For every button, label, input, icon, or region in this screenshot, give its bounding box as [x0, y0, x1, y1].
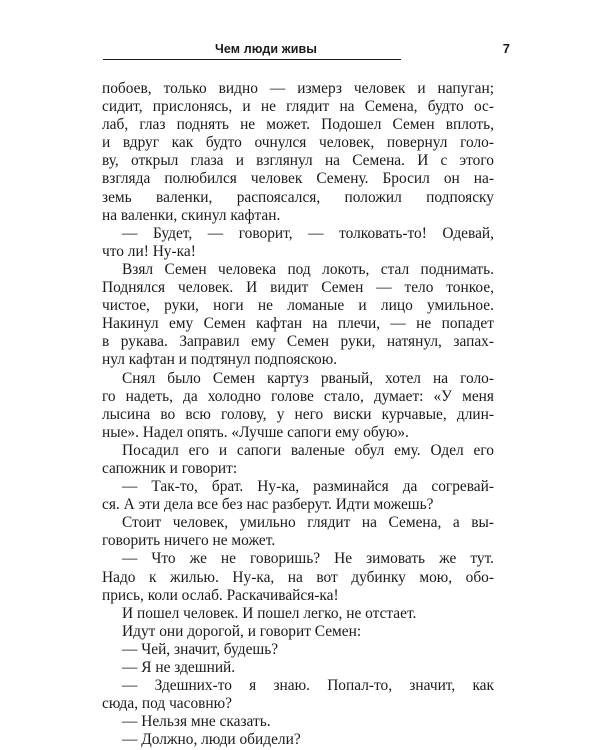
running-head — [103, 38, 510, 60]
text-line: лысина во всю голову, у него виски курчавые, длин- — [102, 405, 494, 423]
text-line: Надо к жилью. Ну-ка, на вот дубинку мою, обо- — [102, 568, 494, 586]
text-line: нул кафтан и подтянул подпояскою. — [102, 351, 338, 369]
text-line: чистое, руки, ноги не ломаные и лицо умильное. — [102, 297, 494, 315]
running-title: Чем люди живы — [215, 42, 318, 56]
text-line: сапожник и говорит: — [102, 459, 238, 477]
text-line: лаб, глаз поднять не может. Подошел Семен вплоть, — [102, 116, 494, 134]
text-line: ся. А эти дела все без нас разберут. Идти можешь? — [102, 496, 434, 514]
text-line: — Будет, — говорит, — толковать-то! Одевай, — [122, 224, 494, 242]
page-number: 7 — [502, 41, 510, 56]
text-line: Стоит человек, умильно глядит на Семена, а вы- — [122, 514, 494, 532]
text-line: — Чей, значит, будешь? — [122, 640, 279, 658]
text-line: прись, коли ослаб. Раскачивайся-ка! — [102, 586, 339, 604]
text-line: — Я не здешний. — [122, 659, 236, 676]
text-line: побоев, только видно — измерз человек и напуган; — [102, 80, 494, 97]
text-line: — Должно, люди обидели? — [122, 731, 301, 749]
header-rule — [103, 59, 401, 60]
text-line: — Нельзя мне сказать. — [122, 713, 271, 731]
text-line: — Здешних-то я знаю. Попал-то, значит, как — [122, 677, 494, 695]
text-line: говорить ничего не может. — [102, 532, 276, 550]
text-line: — Что же не говоришь? Не зимовать же тут. — [122, 550, 494, 568]
text-line: Идут они дорогой, и говорит Семен: — [122, 622, 362, 640]
text-line: ву, открыл глаза и взглянул на Семена. И с этого — [102, 152, 494, 170]
text-line: Посадил его и сапоги валеные обул ему. Одел его — [122, 441, 494, 459]
text-line: ные». Надел опять. «Лучше сапоги ему обую». — [102, 423, 409, 441]
text-line: сюда, под часовню? — [102, 695, 233, 713]
body-text — [102, 80, 494, 749]
text-line: что ли! Ну-ка! — [102, 242, 196, 260]
text-line: и вдруг как будто очнулся человек, повернул голо- — [102, 134, 494, 152]
text-line: Взял Семен человека под локоть, стал поднимать. — [122, 260, 494, 278]
text-line: И пошел человек. И пошел легко, не отстает. — [122, 604, 417, 622]
text-line: го надеть, да холодно голове стало, думает: «У меня — [102, 387, 494, 405]
text-line: сидит, прислонясь, и не глядит на Семена, будто ос- — [102, 98, 494, 116]
text-line: — Так-то, брат. Ну-ка, разминайся да согревай- — [122, 478, 494, 496]
text-line: земь валенки, распоясался, положил подпояску — [102, 188, 494, 206]
text-line: взгляда полюбился человек Семену. Бросил он на- — [102, 170, 494, 188]
text-line: Поднялся человек. И видит Семен — тело тонкое, — [102, 279, 494, 297]
text-line: Накинул ему Семен кафтан на плечи, — не попадет — [102, 315, 494, 333]
text-line: Снял было Семен картуз рваный, хотел на голо- — [122, 369, 494, 387]
text-line: на валенки, скинул кафтан. — [102, 206, 281, 224]
text-line: в рукава. Заправил ему Семен руки, натянул, запах- — [102, 333, 494, 351]
